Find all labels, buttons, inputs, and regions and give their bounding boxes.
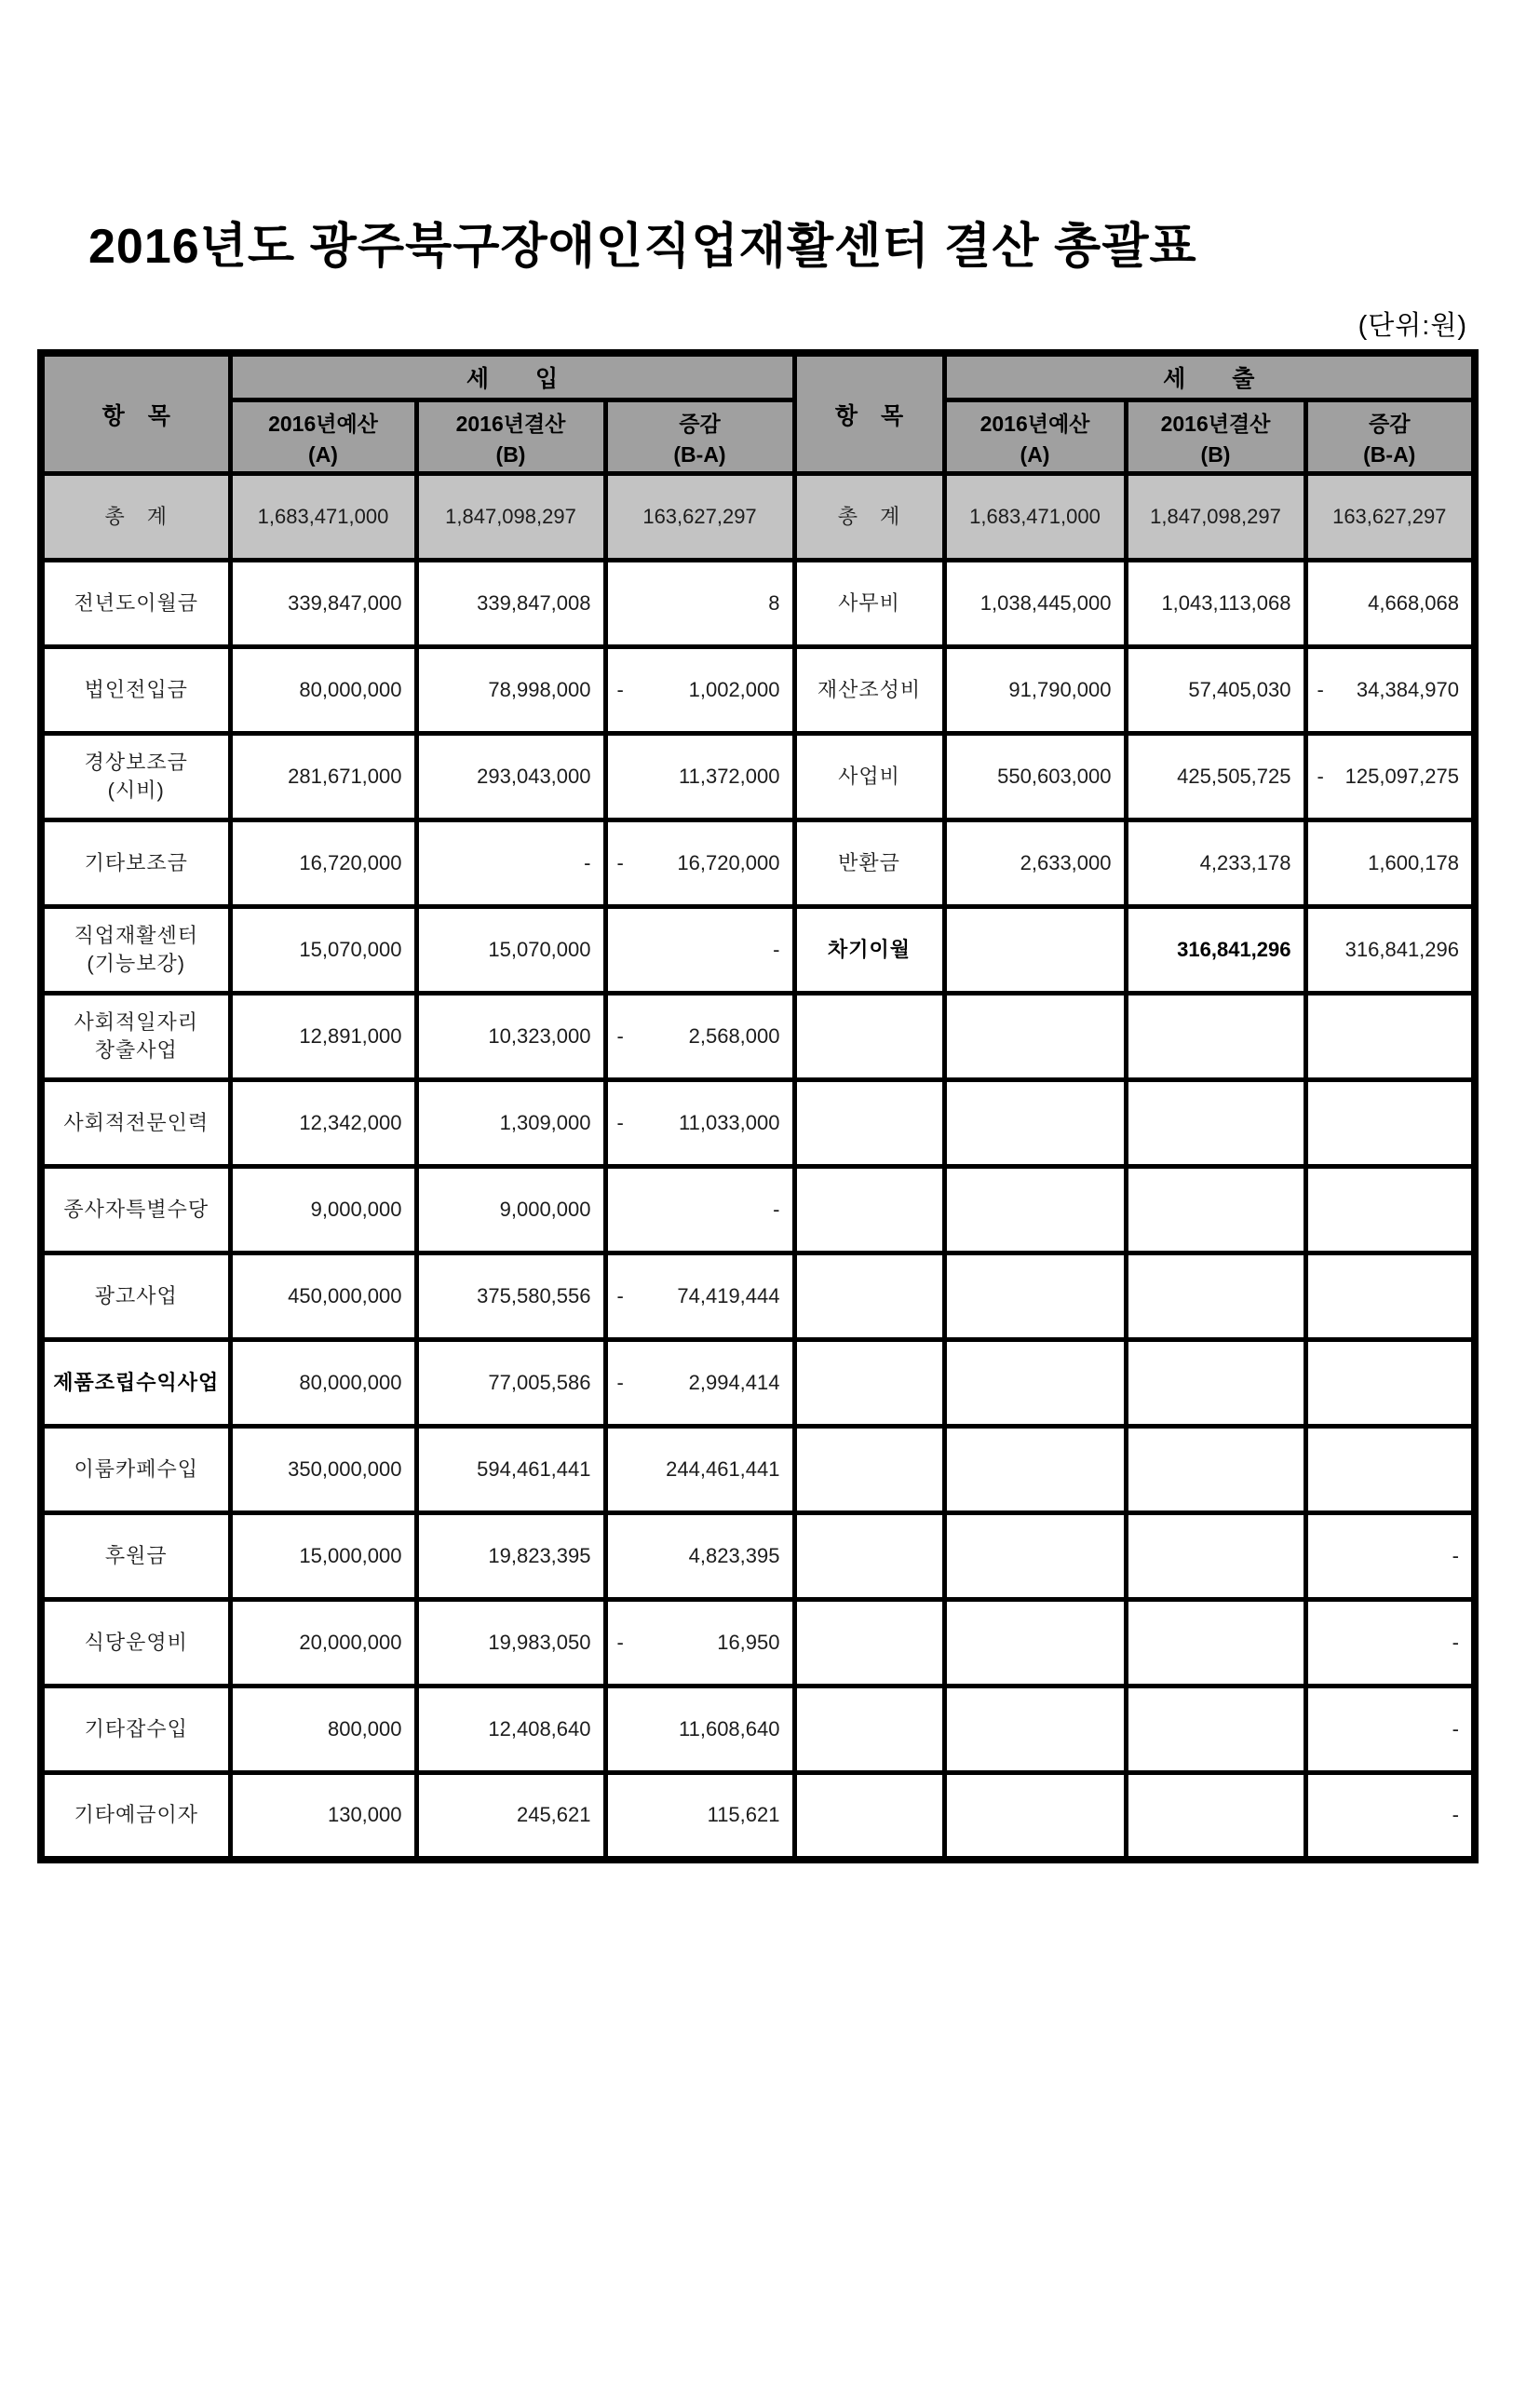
negative-amount: [608, 678, 780, 702]
header-budget-left: [230, 400, 416, 474]
budget-amount-left: 80,000,000: [230, 647, 416, 734]
budget-amount-right: [944, 1340, 1126, 1427]
budget-amount-left: 15,070,000: [230, 907, 416, 994]
negative-amount: [1308, 678, 1460, 702]
item-label-right: [794, 1600, 944, 1686]
settlement-amount-right: [1126, 1773, 1305, 1860]
negative-amount: [608, 1111, 780, 1135]
negative-amount: [608, 851, 780, 875]
budget-amount-right: [944, 907, 1126, 994]
budget-amount-left: 12,891,000: [230, 994, 416, 1080]
change-amount-left: [605, 647, 794, 734]
item-label-left: 직업재활센터 (기능보강): [41, 907, 230, 994]
table-row: [41, 1080, 1475, 1167]
header-budget-sub: (A): [1020, 441, 1050, 467]
change-amount-left: 11,372,000: [605, 734, 794, 820]
change-amount-right: -: [1305, 1773, 1475, 1860]
change-amount-left: -: [605, 907, 794, 994]
total-row: [41, 474, 1475, 561]
settlement-amount-right: [1126, 1686, 1305, 1773]
item-label-right: 차기이월: [794, 907, 944, 994]
settlement-amount-right: [1126, 1167, 1305, 1253]
settlement-amount-right: [1126, 1427, 1305, 1513]
table-header: [41, 353, 1475, 474]
change-amount-right: [1305, 994, 1475, 1080]
settlement-amount-left: 339,847,008: [416, 561, 605, 647]
item-label-left: 전년도이월금: [41, 561, 230, 647]
item-label-left: 법인전입금: [41, 647, 230, 734]
change-amount-left: 4,823,395: [605, 1513, 794, 1600]
settlement-amount-left: 19,823,395: [416, 1513, 605, 1600]
settlement-amount-left: 594,461,441: [416, 1427, 605, 1513]
settlement-amount-right: 316,841,296: [1126, 907, 1305, 994]
budget-amount-left: 12,342,000: [230, 1080, 416, 1167]
settlement-amount-right: 425,505,725: [1126, 734, 1305, 820]
settlement-amount-left: 77,005,586: [416, 1340, 605, 1427]
settlement-amount-right: 4,233,178: [1126, 820, 1305, 907]
item-label-right: [794, 1340, 944, 1427]
budget-amount-left: 800,000: [230, 1686, 416, 1773]
settlement-amount-left: 245,621: [416, 1773, 605, 1860]
budget-amount-left: 350,000,000: [230, 1427, 416, 1513]
change-amount-left: [605, 994, 794, 1080]
change-amount-left: [605, 1600, 794, 1686]
budget-amount-right: [944, 1167, 1126, 1253]
change-amount-left: 8: [605, 561, 794, 647]
item-label-right: 사무비: [794, 561, 944, 647]
header-settlement-sub: (B): [1200, 441, 1231, 467]
negative-amount: [608, 1631, 780, 1655]
budget-amount-right: [944, 1253, 1126, 1340]
budget-amount-right: [944, 1427, 1126, 1513]
table-row: [41, 1340, 1475, 1427]
change-amount-right: 163,627,297: [1305, 474, 1475, 561]
table-row: [41, 907, 1475, 994]
change-amount-right: [1305, 1427, 1475, 1513]
budget-amount-right: 1,038,445,000: [944, 561, 1126, 647]
change-amount-left: [605, 1253, 794, 1340]
settlement-amount-right: [1126, 1600, 1305, 1686]
item-label-right: 총 계: [794, 474, 944, 561]
table-row: [41, 1773, 1475, 1860]
amount-value: 11,033,000: [679, 1111, 780, 1134]
minus-sign: -: [616, 1631, 624, 1654]
table-row: [41, 561, 1475, 647]
header-change-right: [1305, 400, 1475, 474]
budget-amount-left: 15,000,000: [230, 1513, 416, 1600]
header-item-left: 항 목: [41, 353, 230, 474]
minus-sign: -: [616, 1284, 624, 1307]
change-amount-left: [605, 1080, 794, 1167]
change-amount-right: [1305, 1167, 1475, 1253]
change-amount-left: 11,608,640: [605, 1686, 794, 1773]
header-budget-label: 2016년예산: [268, 411, 378, 436]
settlement-amount-left: -: [416, 820, 605, 907]
item-label-right: 재산조성비: [794, 647, 944, 734]
header-change-label: 증감: [1369, 411, 1411, 436]
amount-value: 34,384,970: [1356, 678, 1459, 701]
minus-sign: -: [616, 1371, 624, 1394]
settlement-amount-left: 375,580,556: [416, 1253, 605, 1340]
budget-amount-left: 450,000,000: [230, 1253, 416, 1340]
item-label-left: 후원금: [41, 1513, 230, 1600]
budget-amount-left: 20,000,000: [230, 1600, 416, 1686]
settlement-amount-left: 10,323,000: [416, 994, 605, 1080]
item-label-left: 종사자특별수당: [41, 1167, 230, 1253]
change-amount-right: [1305, 1253, 1475, 1340]
item-label-left: 기타보조금: [41, 820, 230, 907]
change-amount-right: -: [1305, 1513, 1475, 1600]
header-budget-right: [944, 400, 1126, 474]
change-amount-left: 115,621: [605, 1773, 794, 1860]
amount-value: 2,994,414: [688, 1371, 780, 1394]
change-amount-left: -: [605, 1167, 794, 1253]
minus-sign: -: [616, 851, 624, 874]
budget-amount-right: 91,790,000: [944, 647, 1126, 734]
header-change-label: 증감: [679, 411, 721, 436]
change-amount-right: 316,841,296: [1305, 907, 1475, 994]
settlement-amount-right: [1126, 994, 1305, 1080]
amount-value: 16,950: [717, 1631, 780, 1654]
settlement-amount-right: [1126, 1253, 1305, 1340]
table-row: [41, 1427, 1475, 1513]
budget-amount-left: 130,000: [230, 1773, 416, 1860]
table-body: [41, 474, 1475, 1860]
item-label-left: 사회적전문인력: [41, 1080, 230, 1167]
change-amount-right: 4,668,068: [1305, 561, 1475, 647]
change-amount-right: [1305, 734, 1475, 820]
settlement-amount-left: 15,070,000: [416, 907, 605, 994]
minus-sign: -: [1317, 678, 1324, 701]
item-label-right: [794, 1253, 944, 1340]
table-row: [41, 820, 1475, 907]
table-row: [41, 1513, 1475, 1600]
table-row: [41, 994, 1475, 1080]
header-change-left: [605, 400, 794, 474]
change-amount-right: -: [1305, 1600, 1475, 1686]
budget-amount-left: 80,000,000: [230, 1340, 416, 1427]
budget-amount-right: 550,603,000: [944, 734, 1126, 820]
table-row: [41, 1600, 1475, 1686]
change-amount-left: 163,627,297: [605, 474, 794, 561]
change-amount-right: [1305, 647, 1475, 734]
settlement-amount-left: 293,043,000: [416, 734, 605, 820]
amount-value: 2,568,000: [688, 1024, 780, 1048]
amount-value: 16,720,000: [677, 851, 780, 874]
table-row: [41, 1167, 1475, 1253]
change-amount-right: [1305, 1080, 1475, 1167]
budget-amount-left: 9,000,000: [230, 1167, 416, 1253]
item-label-left: 사회적일자리 창출사업: [41, 994, 230, 1080]
settlement-amount-right: 1,043,113,068: [1126, 561, 1305, 647]
change-amount-right: [1305, 1340, 1475, 1427]
header-settlement-right: [1126, 400, 1305, 474]
settlement-amount-right: 1,847,098,297: [1126, 474, 1305, 561]
change-amount-left: [605, 1340, 794, 1427]
negative-amount: [608, 1284, 780, 1308]
minus-sign: -: [616, 1111, 624, 1134]
change-amount-left: [605, 820, 794, 907]
table-row: [41, 1686, 1475, 1773]
table-row: [41, 1253, 1475, 1340]
budget-amount-right: 1,683,471,000: [944, 474, 1126, 561]
negative-amount: [1308, 765, 1460, 789]
item-label-left: 총 계: [41, 474, 230, 561]
settlement-amount-left: 78,998,000: [416, 647, 605, 734]
settlement-amount-left: 1,309,000: [416, 1080, 605, 1167]
negative-amount: [608, 1024, 780, 1049]
budget-amount-left: 1,683,471,000: [230, 474, 416, 561]
change-amount-right: -: [1305, 1686, 1475, 1773]
item-label-left: 이룸카페수입: [41, 1427, 230, 1513]
item-label-right: [794, 1773, 944, 1860]
header-budget-label: 2016년예산: [979, 411, 1090, 436]
item-label-right: 사업비: [794, 734, 944, 820]
header-row-columns: [41, 400, 1475, 474]
header-settlement-sub: (B): [495, 441, 526, 467]
amount-value: 125,097,275: [1344, 765, 1459, 788]
table-section: [37, 305, 1471, 1863]
negative-amount: [608, 1371, 780, 1395]
page-title: 2016년도 광주북구장애인직업재활센터 결산 총괄표: [88, 220, 1197, 274]
amount-value: 74,419,444: [677, 1284, 780, 1307]
minus-sign: -: [616, 678, 624, 701]
settlement-table: [37, 349, 1479, 1863]
settlement-amount-left: 1,847,098,297: [416, 474, 605, 561]
header-settlement-label: 2016년결산: [455, 411, 566, 436]
header-expenditure: 세 출: [944, 353, 1475, 400]
item-label-right: [794, 1686, 944, 1773]
amount-value: 1,002,000: [688, 678, 780, 701]
budget-amount-right: 2,633,000: [944, 820, 1126, 907]
item-label-right: [794, 1167, 944, 1253]
document-page: [0, 207, 1540, 1863]
budget-amount-right: [944, 1600, 1126, 1686]
item-label-left: 광고사업: [41, 1253, 230, 1340]
budget-amount-left: 339,847,000: [230, 561, 416, 647]
settlement-amount-left: 9,000,000: [416, 1167, 605, 1253]
header-row-groups: [41, 353, 1475, 400]
header-budget-sub: (A): [308, 441, 338, 467]
header-revenue: 세 입: [230, 353, 794, 400]
table-row: [41, 647, 1475, 734]
header-settlement-label: 2016년결산: [1160, 411, 1271, 436]
unit-note: (단위:원): [1358, 311, 1467, 341]
item-label-left: 기타예금이자: [41, 1773, 230, 1860]
item-label-right: [794, 994, 944, 1080]
header-item-right: 항 목: [794, 353, 944, 474]
settlement-amount-right: [1126, 1513, 1305, 1600]
budget-amount-right: [944, 994, 1126, 1080]
settlement-amount-right: [1126, 1340, 1305, 1427]
item-label-left: 제품조립수익사업: [41, 1340, 230, 1427]
settlement-amount-right: 57,405,030: [1126, 647, 1305, 734]
minus-sign: -: [616, 1024, 624, 1048]
settlement-amount-left: 19,983,050: [416, 1600, 605, 1686]
item-label-left: 경상보조금 (시비): [41, 734, 230, 820]
table-row: [41, 734, 1475, 820]
item-label-right: [794, 1427, 944, 1513]
item-label-right: [794, 1513, 944, 1600]
settlement-amount-right: [1126, 1080, 1305, 1167]
item-label-left: 식당운영비: [41, 1600, 230, 1686]
header-settlement-left: [416, 400, 605, 474]
header-change-sub: (B-A): [673, 441, 726, 467]
item-label-right: 반환금: [794, 820, 944, 907]
item-label-right: [794, 1080, 944, 1167]
header-change-sub: (B-A): [1363, 441, 1416, 467]
minus-sign: -: [1317, 765, 1324, 788]
item-label-left: 기타잡수입: [41, 1686, 230, 1773]
budget-amount-left: 16,720,000: [230, 820, 416, 907]
settlement-amount-left: 12,408,640: [416, 1686, 605, 1773]
budget-amount-left: 281,671,000: [230, 734, 416, 820]
change-amount-right: 1,600,178: [1305, 820, 1475, 907]
budget-amount-right: [944, 1080, 1126, 1167]
budget-amount-right: [944, 1686, 1126, 1773]
change-amount-left: 244,461,441: [605, 1427, 794, 1513]
budget-amount-right: [944, 1513, 1126, 1600]
budget-amount-right: [944, 1773, 1126, 1860]
